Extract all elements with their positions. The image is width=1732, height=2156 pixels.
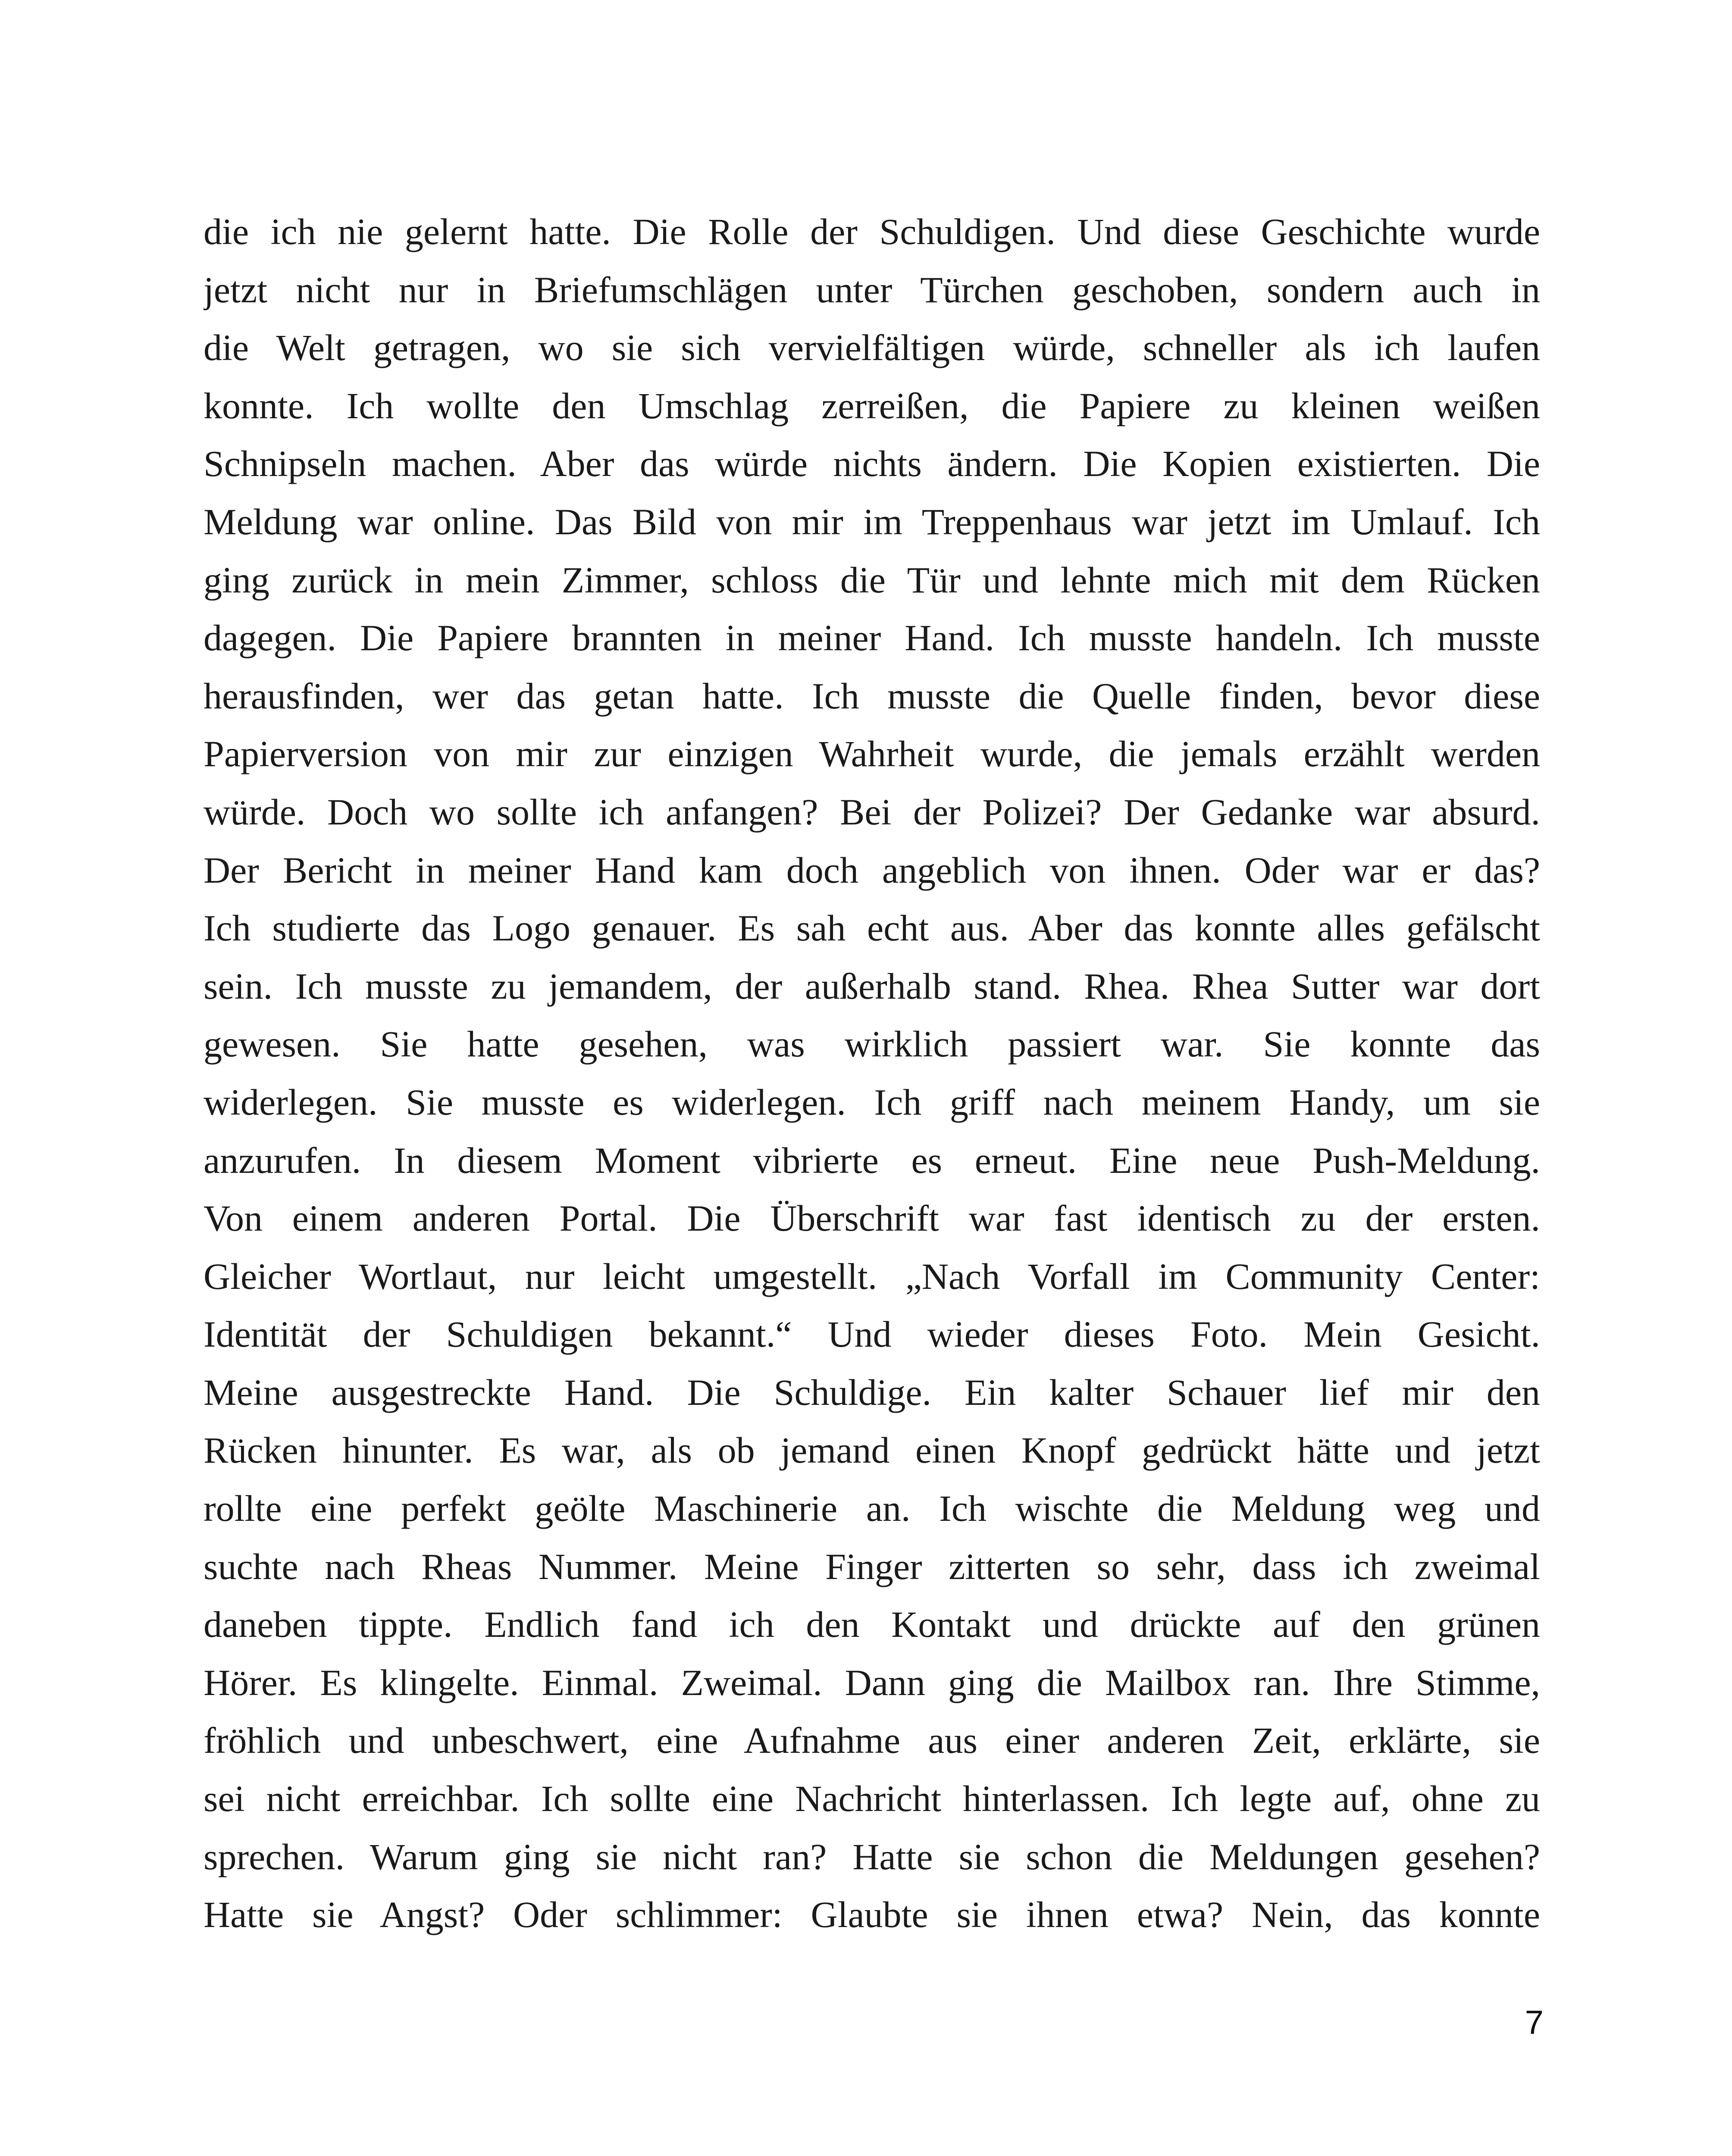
text-line: daneben tippte. Endlich fand ich den Kontakt und drückte auf den grünen [204,1604,1540,1645]
text-line: Meine ausgestreckte Hand. Die Schuldige. Ein kalter Schauer lief mir den [204,1371,1540,1413]
text-line: Gleicher Wortlaut, nur leicht umgestellt. „Nach Vorfall im Community Center: [204,1255,1540,1297]
text-line: rollte eine perfekt geölte Maschinerie an. Ich wischte die Meldung weg und [204,1488,1540,1529]
page-number: 7 [1525,2003,1544,2041]
text-line: Meldung war online. Das Bild von mir im Treppenhaus war jetzt im Umlauf. Ich [204,501,1540,542]
text-line: die ich nie gelernt hatte. Die Rolle der Schuldigen. Und diese Geschichte wurde [204,211,1540,252]
text-line: würde. Doch wo sollte ich anfangen? Bei der Polizei? Der Gedanke war absurd. [204,791,1540,833]
text-line: die Welt getragen, wo sie sich vervielfältigen würde, schneller als ich laufen [204,327,1540,369]
text-line: anzurufen. In diesem Moment vibrierte es erneut. Eine neue Push-Meldung. [204,1139,1540,1181]
text-line: sprechen. Warum ging sie nicht ran? Hatte sie schon die Meldungen gesehen? [204,1836,1540,1877]
text-line: suchte nach Rheas Nummer. Meine Finger zitterten so sehr, dass ich zweimal [204,1545,1540,1587]
text-line: Schnipseln machen. Aber das würde nichts ändern. Die Kopien existierten. Die [204,443,1540,485]
text-line: sei nicht erreichbar. Ich sollte eine Nachricht hinterlassen. Ich legte auf, ohne zu [204,1778,1540,1820]
text-line: Papierversion von mir zur einzigen Wahrheit wurde, die jemals erzählt werden [204,733,1540,775]
text-line: gewesen. Sie hatte gesehen, was wirklich passiert war. Sie konnte das [204,1023,1540,1065]
text-line: konnte. Ich wollte den Umschlag zerreißen, die Papiere zu kleinen weißen [204,385,1540,426]
text-line: widerlegen. Sie musste es widerlegen. Ich griff nach meinem Handy, um sie [204,1081,1540,1123]
text-line: Hörer. Es klingelte. Einmal. Zweimal. Dann ging die Mailbox ran. Ihre Stimme, [204,1661,1540,1703]
text-line: jetzt nicht nur in Briefumschlägen unter Türchen geschoben, sondern auch in [204,269,1540,310]
text-line: Rücken hinunter. Es war, als ob jemand einen Knopf gedrückt hätte und jetzt [204,1429,1540,1471]
text-line: Hatte sie Angst? Oder schlimmer: Glaubte sie ihnen etwa? Nein, das konnte [204,1894,1540,1936]
text-line: Der Bericht in meiner Hand kam doch angeblich von ihnen. Oder war er das? [204,849,1540,891]
text-line: dagegen. Die Papiere brannten in meiner Hand. Ich musste handeln. Ich musste [204,617,1540,659]
text-line: ging zurück in mein Zimmer, schloss die Tür und lehnte mich mit dem Rücken [204,559,1540,601]
text-line: herausfinden, wer das getan hatte. Ich musste die Quelle finden, bevor diese [204,675,1540,717]
text-line: Identität der Schuldigen bekannt.“ Und wieder dieses Foto. Mein Gesicht. [204,1313,1540,1355]
text-line: sein. Ich musste zu jemandem, der außerhalb stand. Rhea. Rhea Sutter war dort [204,965,1540,1007]
body-text [204,203,1540,1944]
text-line: Ich studierte das Logo genauer. Es sah echt aus. Aber das konnte alles gefälscht [204,907,1540,949]
text-line: Von einem anderen Portal. Die Überschrift war fast identisch zu der ersten. [204,1197,1540,1239]
text-line: fröhlich und unbeschwert, eine Aufnahme aus einer anderen Zeit, erklärte, sie [204,1720,1540,1761]
